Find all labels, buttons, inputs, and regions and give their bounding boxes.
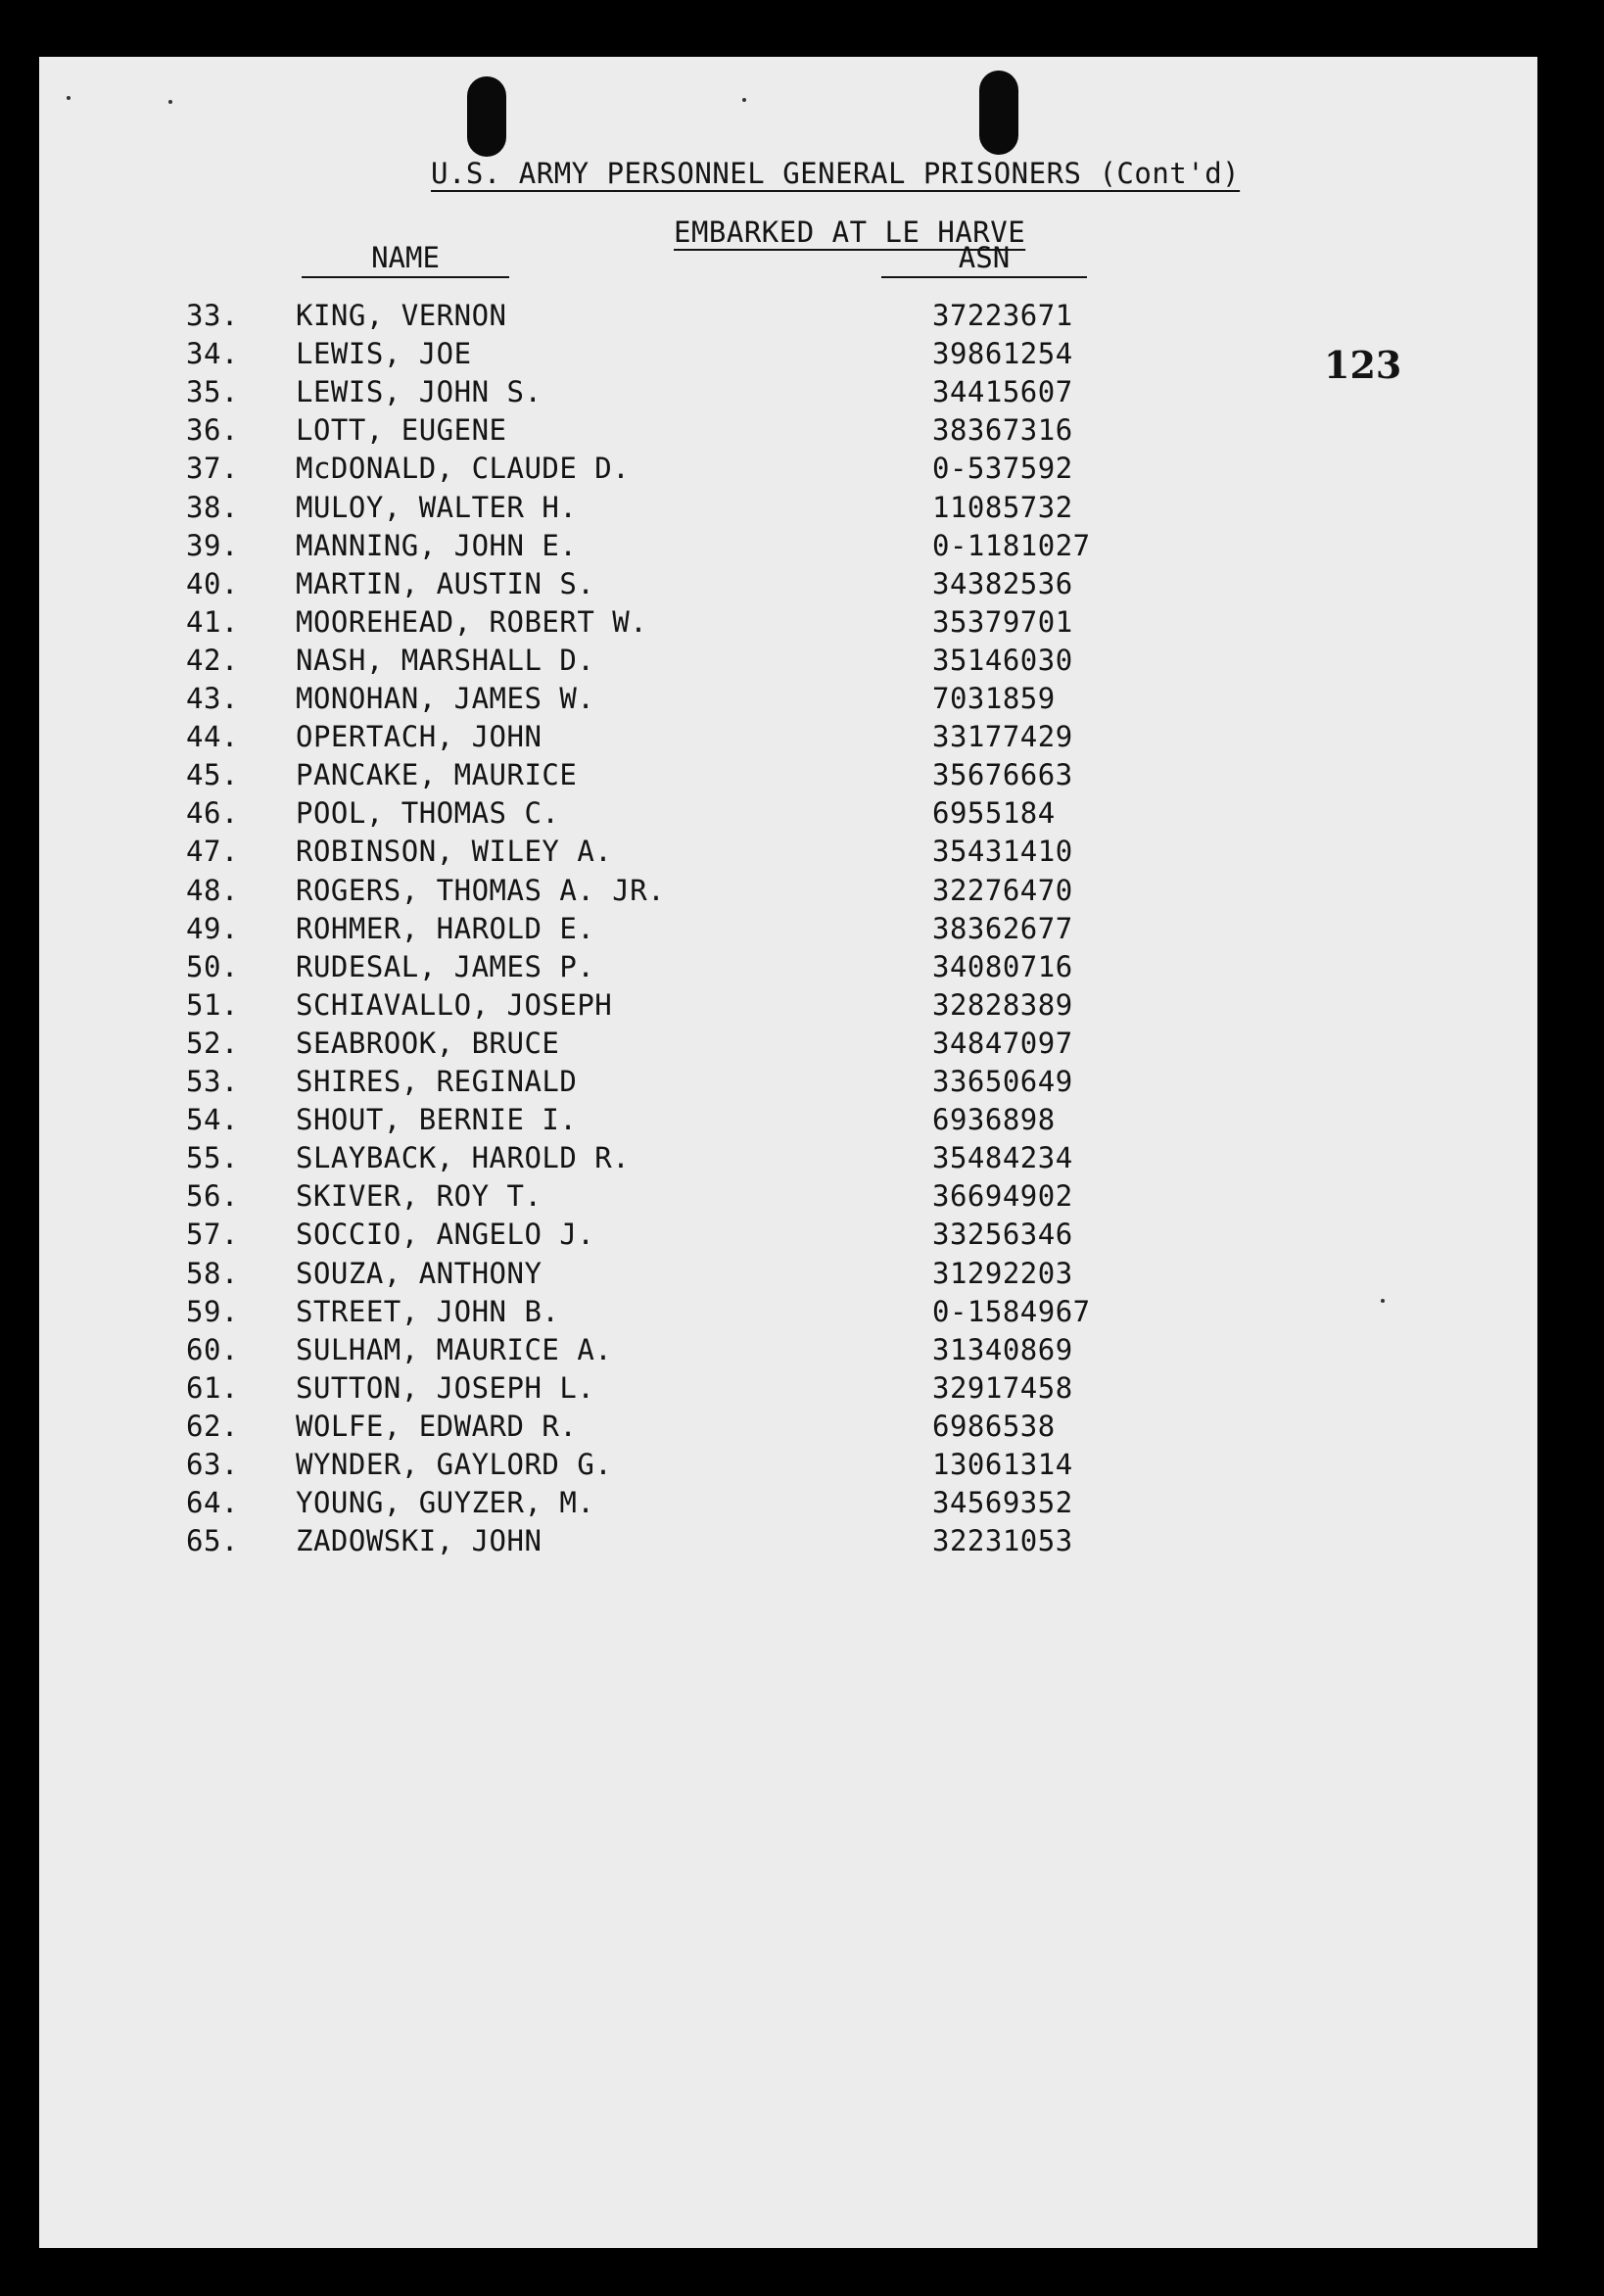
prisoner-asn: 34415607	[932, 375, 1073, 409]
row-number: 39.	[186, 528, 239, 562]
prisoner-asn: 11085732	[932, 490, 1073, 524]
speck	[67, 96, 71, 100]
prisoner-name: SCHIAVALLO, JOSEPH	[296, 987, 613, 1022]
prisoner-name: POOL, THOMAS C.	[296, 796, 560, 831]
list-item	[39, 375, 1537, 414]
prisoner-asn: 35146030	[932, 643, 1073, 677]
row-number: 57.	[186, 1218, 239, 1252]
prisoner-name: MULOY, WALTER H.	[296, 490, 578, 524]
prisoner-name: ROGERS, THOMAS A. JR.	[296, 873, 666, 907]
prisoner-name: SOCCIO, ANGELO J.	[296, 1218, 595, 1252]
prisoner-name: SUTTON, JOSEPH L.	[296, 1370, 595, 1405]
row-number: 48.	[186, 873, 239, 907]
list-item	[39, 1257, 1537, 1296]
list-item	[39, 1410, 1537, 1449]
list-item	[39, 912, 1537, 951]
column-header-asn: ASN	[881, 241, 1087, 278]
list-item	[39, 1218, 1537, 1257]
prisoner-asn: 0-1584967	[932, 1294, 1091, 1328]
list-item	[39, 1103, 1537, 1142]
prisoner-name: LEWIS, JOHN S.	[296, 375, 543, 409]
prisoner-asn: 38367316	[932, 413, 1073, 448]
prisoner-name: WOLFE, EDWARD R.	[296, 1409, 578, 1443]
document-subtitle-line	[39, 182, 1537, 282]
row-number: 40.	[186, 566, 239, 600]
prisoner-asn: 34382536	[932, 566, 1073, 600]
prisoner-asn: 6986538	[932, 1409, 1056, 1443]
row-number: 47.	[186, 835, 239, 869]
prisoner-asn: 32231053	[932, 1524, 1073, 1558]
prisoner-name: RUDESAL, JAMES P.	[296, 949, 595, 983]
list-item	[39, 874, 1537, 913]
list-item	[39, 644, 1537, 683]
prisoner-asn: 31340869	[932, 1332, 1073, 1366]
prisoner-asn: 7031859	[932, 682, 1056, 715]
prisoner-asn: 0-1181027	[932, 528, 1091, 562]
prisoner-name: SEABROOK, BRUCE	[296, 1026, 560, 1060]
prisoner-asn: 6955184	[932, 796, 1056, 831]
prisoner-name: PANCAKE, MAURICE	[296, 758, 578, 792]
row-number: 65.	[186, 1524, 239, 1558]
prisoner-asn: 33177429	[932, 720, 1073, 754]
document-title: U.S. ARMY PERSONNEL GENERAL PRISONERS (Cont'd)	[431, 157, 1241, 190]
prisoner-asn: 34569352	[932, 1486, 1073, 1520]
prisoner-name: ROBINSON, WILEY A.	[296, 835, 613, 869]
column-header-name: NAME	[302, 241, 509, 278]
prisoner-asn: 35676663	[932, 758, 1073, 792]
row-number: 36.	[186, 413, 239, 448]
list-item	[39, 835, 1537, 874]
prisoner-name: MONOHAN, JAMES W.	[296, 682, 595, 715]
row-number: 37.	[186, 452, 239, 486]
prisoner-name: WYNDER, GAYLORD G.	[296, 1448, 613, 1481]
prisoner-asn: 34080716	[932, 949, 1073, 983]
prisoner-name: SKIVER, ROY T.	[296, 1179, 543, 1214]
row-number: 54.	[186, 1103, 239, 1137]
speck	[742, 98, 746, 102]
prisoner-name: SHIRES, REGINALD	[296, 1065, 578, 1098]
row-number: 44.	[186, 720, 239, 754]
prisoner-asn: 6936898	[932, 1103, 1056, 1137]
list-item	[39, 720, 1537, 759]
prisoner-asn: 33256346	[932, 1218, 1073, 1252]
row-number: 45.	[186, 758, 239, 792]
prisoner-name: ZADOWSKI, JOHN	[296, 1524, 543, 1558]
prisoner-asn: 37223671	[932, 299, 1073, 332]
prisoner-asn: 13061314	[932, 1448, 1073, 1481]
prisoner-name: MANNING, JOHN E.	[296, 528, 578, 562]
list-item	[39, 1371, 1537, 1411]
list-item	[39, 567, 1537, 606]
list-item	[39, 1027, 1537, 1066]
row-number: 60.	[186, 1332, 239, 1366]
list-item	[39, 1141, 1537, 1180]
list-item	[39, 1065, 1537, 1104]
prisoner-name: ROHMER, HAROLD E.	[296, 911, 595, 945]
row-number: 61.	[186, 1370, 239, 1405]
prisoner-name: NASH, MARSHALL D.	[296, 643, 595, 677]
row-number: 38.	[186, 490, 239, 524]
prisoner-name: SULHAM, MAURICE A.	[296, 1332, 613, 1366]
prisoner-name: STREET, JOHN B.	[296, 1294, 560, 1328]
row-number: 50.	[186, 949, 239, 983]
list-item	[39, 1524, 1537, 1563]
row-number: 64.	[186, 1486, 239, 1520]
speck	[1381, 1299, 1385, 1303]
prisoner-asn: 31292203	[932, 1256, 1073, 1290]
prisoner-name: McDONALD, CLAUDE D.	[296, 452, 631, 486]
list-item	[39, 1448, 1537, 1487]
prisoner-asn: 32917458	[932, 1370, 1073, 1405]
list-item	[39, 758, 1537, 797]
row-number: 41.	[186, 604, 239, 639]
prisoner-name: LOTT, EUGENE	[296, 413, 507, 448]
row-number: 34.	[186, 337, 239, 371]
prisoner-asn: 0-537592	[932, 452, 1073, 486]
prisoner-name: LEWIS, JOE	[296, 337, 472, 371]
row-number: 56.	[186, 1179, 239, 1214]
prisoner-asn: 32276470	[932, 873, 1073, 907]
prisoner-name: MARTIN, AUSTIN S.	[296, 566, 595, 600]
list-item	[39, 337, 1537, 376]
list-item	[39, 950, 1537, 989]
prisoner-asn: 32828389	[932, 987, 1073, 1022]
prisoner-name: SOUZA, ANTHONY	[296, 1256, 543, 1290]
list-item	[39, 605, 1537, 645]
list-item	[39, 413, 1537, 453]
speck	[168, 100, 172, 104]
list-item	[39, 299, 1537, 338]
prisoner-asn: 35484234	[932, 1141, 1073, 1175]
prisoner-name: KING, VERNON	[296, 299, 507, 332]
document-page	[39, 57, 1537, 2248]
scan-border	[1537, 0, 1604, 2296]
row-number: 55.	[186, 1141, 239, 1175]
row-number: 59.	[186, 1294, 239, 1328]
row-number: 33.	[186, 299, 239, 332]
list-item	[39, 1333, 1537, 1372]
row-number: 42.	[186, 643, 239, 677]
document-subtitle: EMBARKED AT LE HARVE	[674, 215, 1026, 249]
list-item	[39, 1486, 1537, 1525]
row-number: 53.	[186, 1065, 239, 1098]
prisoner-asn: 36694902	[932, 1179, 1073, 1214]
list-item	[39, 491, 1537, 530]
row-number: 49.	[186, 911, 239, 945]
prisoner-asn: 38362677	[932, 911, 1073, 945]
prisoner-asn: 35379701	[932, 604, 1073, 639]
row-number: 46.	[186, 796, 239, 831]
prisoner-name: YOUNG, GUYZER, M.	[296, 1486, 595, 1520]
row-number: 35.	[186, 375, 239, 409]
list-item	[39, 452, 1537, 491]
row-number: 63.	[186, 1448, 239, 1481]
row-number: 43.	[186, 682, 239, 715]
list-item	[39, 988, 1537, 1028]
list-item	[39, 1179, 1537, 1219]
prisoner-name: OPERTACH, JOHN	[296, 720, 543, 754]
prisoner-asn: 34847097	[932, 1026, 1073, 1060]
prisoner-name: SLAYBACK, HAROLD R.	[296, 1141, 631, 1175]
list-item	[39, 682, 1537, 721]
prisoner-name: MOOREHEAD, ROBERT W.	[296, 604, 648, 639]
row-number: 62.	[186, 1409, 239, 1443]
page-number: 123	[1324, 343, 1402, 387]
prisoner-name: SHOUT, BERNIE I.	[296, 1103, 578, 1137]
prisoner-asn: 35431410	[932, 835, 1073, 869]
prisoner-asn: 39861254	[932, 337, 1073, 371]
list-item	[39, 529, 1537, 568]
prisoner-asn: 33650649	[932, 1065, 1073, 1098]
row-number: 51.	[186, 987, 239, 1022]
list-item	[39, 1295, 1537, 1334]
row-number: 52.	[186, 1026, 239, 1060]
row-number: 58.	[186, 1256, 239, 1290]
list-item	[39, 796, 1537, 836]
